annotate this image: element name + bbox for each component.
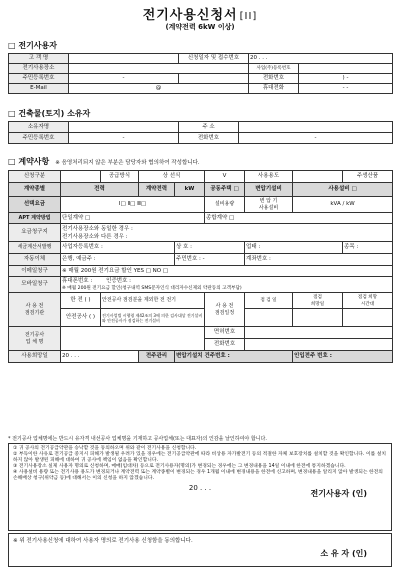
tax-invoice-label: 세금계산서발행 [9,242,61,254]
owner-consent-box [8,533,392,567]
contractor-footnote: * 전기공사 업체명에는 반드시 유자격 내선공사 업체명을 기재하고 공사업체(또는 대표자)의 인감을 날인하여야 합니다. [8,436,267,442]
notice-item: ③ 전기사용장소 실제 사용자 명의로 신청하며, 매매(임대차) 등으로 전기사용자(명의)가 변경되는 경우에는 그 변경내용을 14일 이내에 한전에 통지하겠습니다. [13,464,346,470]
meter-label: 변압기설비 [245,183,293,197]
agency-kepco-option[interactable]: 한 전 ( ) [61,293,101,309]
rrn-label: 주민등록번호 [9,74,69,84]
agency-safety-desc: 전기사업법 시행령 제42조의 3에 의한 검사대상 전기설비와 안전공사가 점검하는 전기설비 [101,309,205,327]
mobile-billing-field[interactable]: 휴대폰번호 : 인증번호 : ※ 매월 200원 전기요금 할인(청구내역 SMS문자인식 대리자수신제외 약관동의 고객부담) [61,277,393,293]
contractor-field[interactable] [61,327,205,351]
contract-power-label: 계약전력 [139,183,175,197]
notice-box [8,443,392,531]
apartment-checkbox[interactable]: □ [233,186,239,192]
desired-date-field[interactable]: 20 . . . [61,351,139,363]
name-field[interactable] [69,54,179,64]
address-field[interactable] [69,64,249,74]
agency-kepco-desc: 안전공사 점검분을 제외한 전 전기 [101,293,205,309]
contractor-phone-field[interactable] [245,339,393,351]
owner-phone-field[interactable]: - [239,133,393,144]
inspection-schedule-label: 사 용 전 점검일정 [205,293,245,327]
autopay-account-field[interactable]: 계좌번호 : [245,254,393,266]
billing-address-field[interactable]: 전기사용장소와 동일한 경우 : 전기사용장소와 다른 경우 : [61,224,393,242]
owner-rrn-field[interactable]: - [69,133,179,144]
mobile-label: 휴대전화 [249,84,299,94]
agency-safety-option[interactable]: 안전공사 ( ) [61,309,101,327]
usage-field[interactable] [293,171,343,183]
main-usage-label: 주생산품 [343,171,393,183]
inspect-wish-field[interactable] [293,309,343,327]
user-table [8,53,393,94]
inspection-agency-label: 사 용 전 점검기관 [9,293,61,327]
owner-signature[interactable]: 소 유 자 (인) [320,549,367,558]
name-label: 고 객 명 [9,54,69,64]
power-label: 전력 [61,183,139,197]
notice-item: ① 귀 공사의 전기공급약관을 승낙할 것을 동의하오며 위와 같이 전기사용을 신청합니다. [13,446,197,451]
apt-single-option[interactable]: 단일계약 □ [61,213,205,224]
service-pole-field[interactable]: 인입전주 번호 : [293,351,393,363]
autopay-rrn-field[interactable]: 주민번호 : - [175,254,245,266]
section-contract-title: □ 계약사항 ※ 음영처리되지 않은 부분은 담당자와 협의하여 작성합니다. [8,157,200,166]
billing-address-label: 요금청구지 [9,224,61,242]
desired-date-label: 사용희망일 [9,351,61,363]
consent-text: ※ 위 전기사용신청에 대하여 사용자 명의로 전기사용 신청함을 동의합니다. [13,538,193,544]
section-user-title: □ 전기사용자 [8,41,57,50]
inspect-time-field[interactable] [343,309,393,327]
supply-field[interactable]: 상 선식 [139,171,205,183]
capacity-label: 설비용량 [205,197,245,213]
v-label: V [205,171,245,183]
email-billing-options[interactable]: ※ 매월 200원 전기요금 할인 YES □ NO □ [61,266,393,277]
tax-name-field[interactable]: 상 호 : [175,242,245,254]
inspect-date-field[interactable] [245,309,293,327]
contract-note: ※ 음영처리되지 않은 부분은 담당자와 협의하여 작성합니다. [55,160,200,166]
notice-item: ② 부득이한 사유로 전기공급 중지시 피해가 발생될 우려가 있을 경우에는 전기공급약관에 따라 비상용 자가발전기 등의 적절한 자체 보호장치를 설치할 것을 확인합니다. 이를 설치하지 않아 발생된 피해에 대하여 귀 공사에 책임이 없음을 확인합니다. [13,452,387,464]
rate-label: 선택요금 [9,197,61,213]
address-label: 전기사용장소 [9,64,69,74]
equipment-label: 사용설비 □ [293,183,393,197]
tax-item-field[interactable]: 종목 : [343,242,393,254]
license-field[interactable] [245,327,393,339]
tax-biz-field[interactable]: 업태 : [245,242,343,254]
notice-item: ④ 사용설비 용량 또는 전기사용 용도가 변경되거나 계약전력 또는 계약종별이 변경되는 경우 1개월 이내에 변경내용을 한전에 신고하며, 변경내용을 알리지 않아 발생되는 한전의 손해배상 청구(위약금 등)에 대해서는 이의 신청을 하지 않겠습니다. [13,470,383,482]
owner-addr-label: 주 소 [179,122,239,133]
tax-reg-field[interactable]: 사업자등록번호 : [61,242,175,254]
mobile-field[interactable]: - - [299,84,393,94]
email-label: E-Mail [9,84,69,94]
transformer-label: 변 압 기 사용설비 [245,197,293,213]
applicant-signature[interactable]: 전기사용자 (인) [310,488,367,498]
sign-date[interactable]: 20 . . . [188,483,212,492]
inspect-date-header: 점 검 일 [245,293,293,309]
transformer-pole-field[interactable]: 변압기설치 건주번호 : [175,351,293,363]
pole-label: 전주관리 [139,351,175,363]
supply-label: 공급방식 [101,171,139,183]
capacity-units[interactable]: kVA / kW [293,197,393,213]
owner-name-label: 소유자명 [9,122,69,133]
license-label: 면허번호 [205,327,245,339]
owner-table [8,121,393,144]
email-billing-label: 이메일청구 [9,266,61,277]
autopay-bank-field[interactable]: 은행, 예금주 : [61,254,175,266]
phone-field[interactable]: ) - [299,74,393,84]
contractor-phone-label: 전화번호 [205,339,245,351]
kind-label: 계약종별 [9,183,61,197]
contractor-label: 전기공사 업 체 명 [9,327,61,351]
owner-addr-field[interactable] [239,122,393,133]
business-label: 사업(주)등록번호 [249,64,299,74]
kw-unit: kW [175,183,205,197]
business-field[interactable] [299,64,393,74]
mobile-billing-label: 모바일청구 [9,277,61,293]
apartment-label: 공동주택 □ [205,183,245,197]
owner-phone-label: 전화번호 [179,133,239,144]
rate-options[interactable]: Ⅰ□ Ⅱ□ Ⅲ□ [61,197,205,213]
apply-date-field[interactable]: 20 . . . [249,54,393,64]
form-subtitle: (계약전력 6kW 이상) [165,23,235,31]
owner-rrn-label: 주민등록번호 [9,133,69,144]
section-owner-title: □ 건축물(토지) 소유자 [8,109,91,118]
owner-name-field[interactable] [69,122,179,133]
type-label: 신청구분 [9,171,61,183]
autopay-label: 자동이체 [9,254,61,266]
rrn-field[interactable]: - [69,74,179,84]
apt-label: APT 계약방법 [9,213,61,224]
form-title: 전기사용신청서 [II] [142,8,258,23]
apt-total-option[interactable]: 종합계약 □ [205,213,393,224]
inspect-time-header: 점검 희망 시간대 [343,293,393,309]
equipment-checkbox[interactable]: □ [351,186,357,192]
apply-date-label: 신청일자 및 접수번호 [179,54,249,64]
contract-table [8,170,393,363]
inspect-wish-header: 점검 희망일 [293,293,343,309]
usage-label: 사용용도 [245,171,293,183]
type-field[interactable] [61,171,101,183]
phone-label: 전화번호 [249,74,299,84]
email-field[interactable]: @ [69,84,249,94]
